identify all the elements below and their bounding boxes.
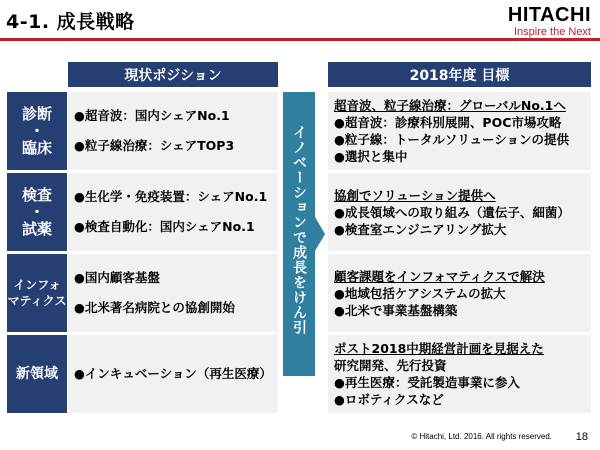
hitachi-logo: [508, 4, 591, 38]
current-item: ●検査自動化：国内シェアNo.1: [74, 219, 255, 234]
goal-item: ●成長領域への取り組み（遺伝子、細菌）: [334, 204, 570, 220]
goal-heading: ポスト2018中期経営計画を見据えた: [334, 341, 544, 356]
goal-box-testing: [328, 173, 591, 251]
goal-box-informatics: [328, 254, 591, 332]
goal-item: ●検査室エンジニアリング拡大: [334, 221, 507, 237]
row-label-informatics: インフォ マティクス: [7, 254, 67, 332]
goal-item: ●ロボティクスなど: [334, 392, 444, 407]
goal-item: ●地域包括ケアシステムの拡大: [334, 285, 506, 301]
current-item: ●インキュベーション（再生医療）: [74, 366, 272, 381]
current-cell-diagnosis: [68, 92, 278, 170]
goal-heading-continued: 研究開発、先行投資: [334, 358, 447, 373]
goal-heading: 顧客課題をインフォマティクスで解決: [334, 268, 545, 284]
goal-item: ●北米で事業基盤構築: [334, 302, 458, 318]
goal-heading: 協創でソリューション提供へ: [334, 187, 496, 203]
goal-item: ●超音波：診療科別展開、POC市場攻略: [334, 115, 562, 130]
logo-tagline: Inspire the Next: [513, 26, 591, 38]
current-position-header: 現状ポジション: [68, 62, 278, 87]
target-2018-header: 2018年度 目標: [328, 62, 591, 87]
current-item: ●国内顧客基盤: [74, 270, 160, 285]
goal-heading: 超音波、粒子線治療：グローバルNo.1へ: [334, 98, 566, 113]
row-label-new-field: 新領域: [7, 335, 67, 413]
current-item: ●超音波：国内シェアNo.1: [74, 108, 230, 123]
current-cell-informatics: [68, 254, 278, 332]
goal-item: ●粒子線：トータルソリューションの提供: [334, 132, 570, 147]
current-cell-testing: [68, 173, 278, 251]
copyright-notice: © Hitachi, Ltd. 2016. All rights reserved.: [411, 432, 552, 441]
current-item: ●北米著名病院との協創開始: [74, 300, 235, 315]
logo-brand: HITACHI: [507, 4, 591, 26]
current-item: ●生化学・免疫装置：シェアNo.1: [74, 189, 268, 204]
goal-box-diagnosis: [328, 92, 591, 170]
page-title: 4-1. 成長戦略: [6, 11, 135, 33]
current-item: ●粒子線治療：シェアTOP3: [74, 138, 235, 153]
title-divider: [0, 38, 600, 41]
current-cell-new-field: [68, 335, 278, 413]
goal-item: ●再生医療：受託製造事業に参入: [334, 375, 520, 390]
goal-item: ●選択と集中: [334, 149, 408, 164]
row-label-diagnosis: 診断 ・ 臨床: [7, 92, 67, 170]
goal-box-new-field: [328, 335, 591, 413]
page-number: 18: [575, 431, 588, 443]
row-label-testing: 検査 ・ 試薬: [7, 173, 67, 251]
innovation-arrow-label: イノベーションで成長をけん引: [291, 125, 307, 335]
